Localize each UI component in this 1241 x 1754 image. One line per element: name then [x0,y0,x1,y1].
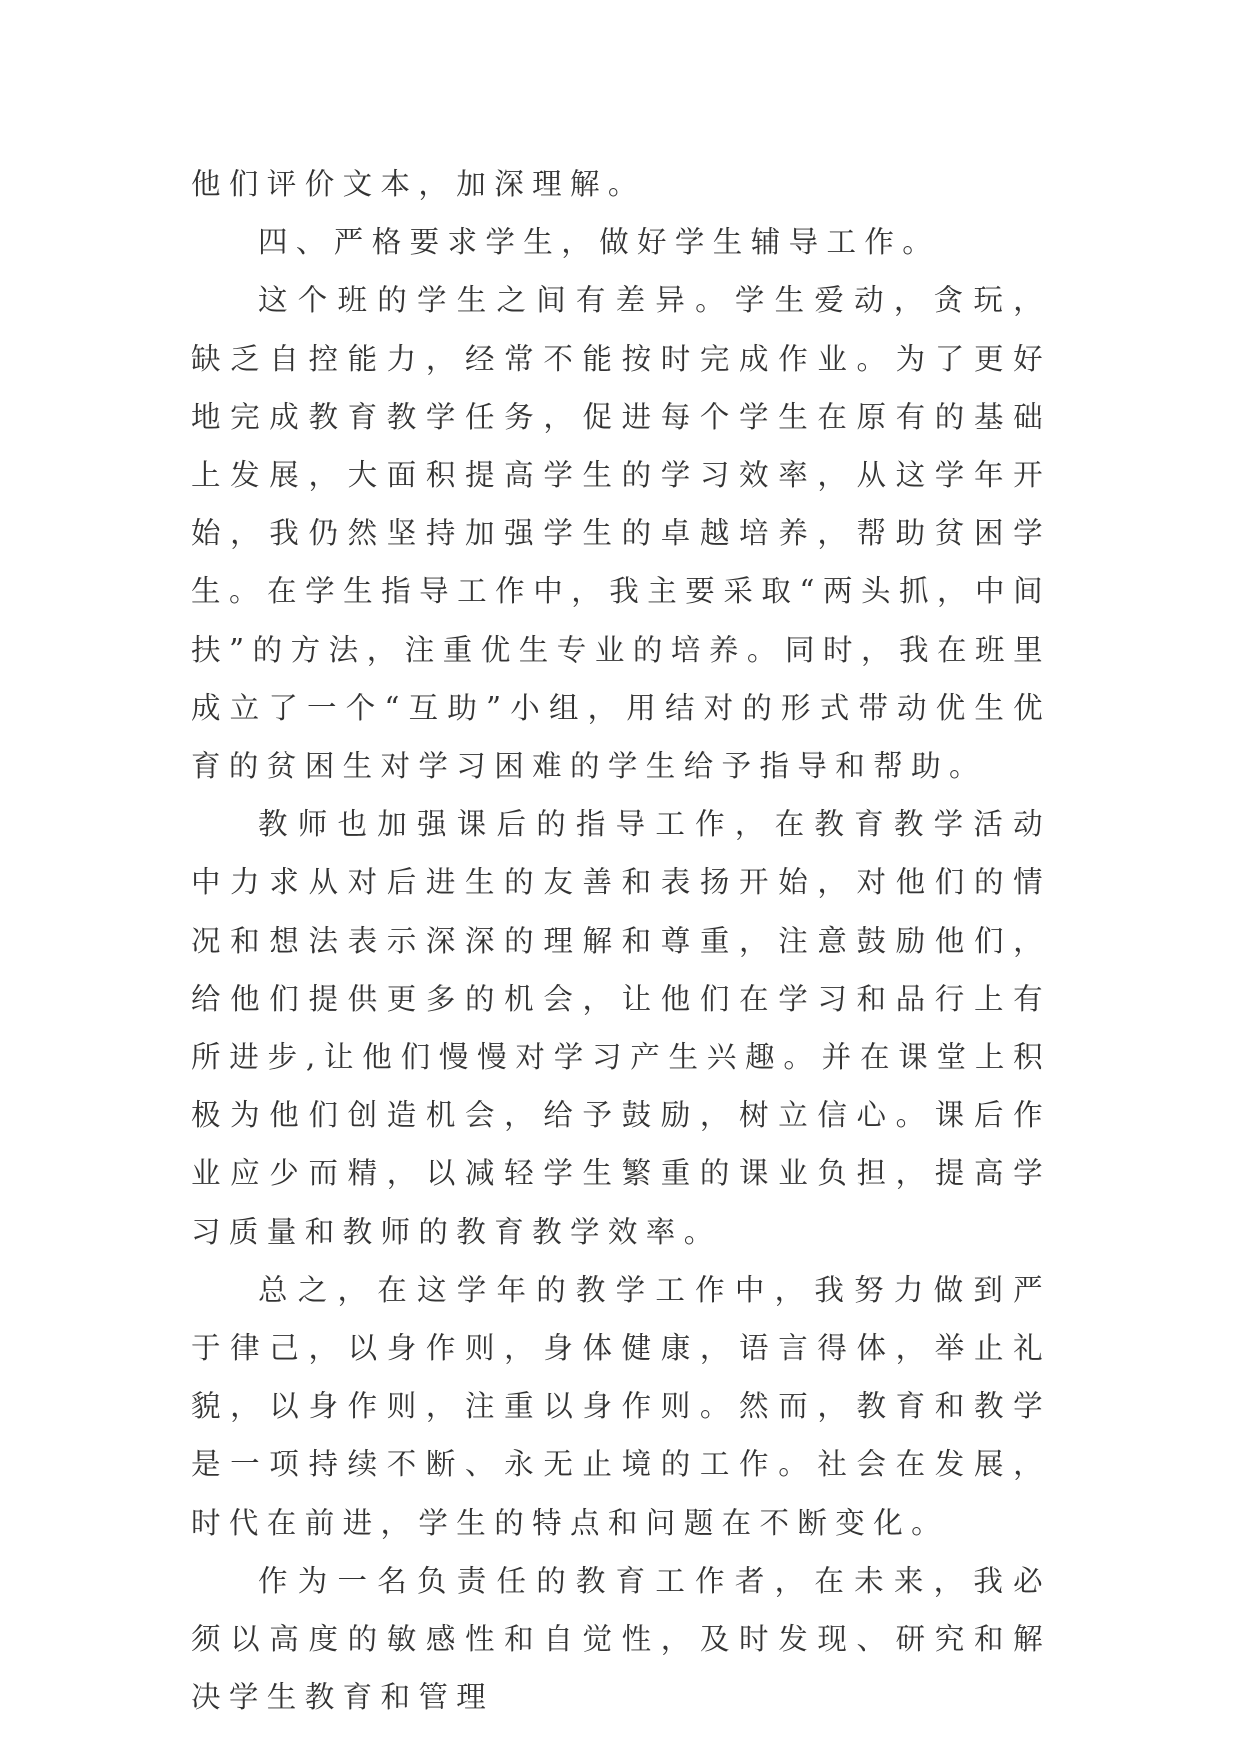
paragraph: 总之，在这学年的教学工作中，我努力做到严于律己，以身作则，身体健康，语言得体，举止礼貌，以身作则，注重以身作则。然而，教育和教学是一项持续不断、永无止境的工作。社会在发展，时代在前进，学生的特点和问题在不断变化。 [191,1272,1051,1540]
section-heading: 四、严格要求学生，做好学生辅导工作。 [258,225,941,260]
paragraph: 教师也加强课后的指导工作，在教育教学活动中力求从对后进生的友善和表扬开始，对他们的情况和想法表示深深的理解和尊重，注意鼓励他们，给他们提供更多的机会，让他们在学习和品行上有所进步,让他们慢慢对学习产生兴趣。并在课堂上积极为他们创造机会，给予鼓励，树立信心。课后作业应少而精，以减轻学生繁重的课业负担，提高学习质量和教师的教育教学效率。 [191,807,1051,1249]
paragraph: 作为一名负责任的教育工作者，在未来，我必须以高度的敏感性和自觉性，及时发现、研究和解决学生教育和管理 [191,1563,1051,1715]
document-body [191,155,1051,1726]
paragraph-continuation: 他们评价文本，加深理解。 [191,167,646,201]
paragraph: 这个班的学生之间有差异。学生爱动，贪玩，缺乏自控能力，经常不能按时完成作业。为了更好地完成教育教学任务，促进每个学生在原有的基础上发展，大面积提高学生的学习效率，从这学年开始，我仍然坚持加强学生的卓越培养，帮助贫困学生。在学生指导工作中，我主要采取“两头抓，中间扶”的方法，注重优生专业的培养。同时，我在班里成立了一个“互助”小组，用结对的形式带动优生优育的贫困生对学习困难的学生给予指导和帮助。 [191,283,1051,784]
